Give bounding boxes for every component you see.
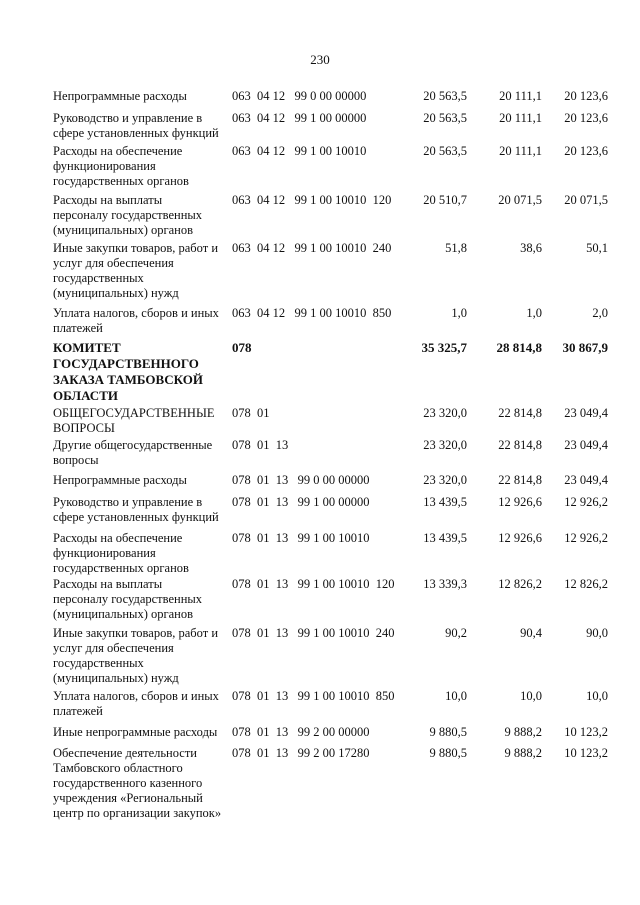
row-code: 078 01 <box>232 406 270 420</box>
row-value-2: 20 111,1 <box>499 89 542 103</box>
row-value-2: 12 926,6 <box>498 495 542 509</box>
row-value-1: 13 439,5 <box>423 531 467 545</box>
row-value-1: 1,0 <box>451 306 467 320</box>
row-code: 063 04 12 99 1 00 00000 <box>232 111 367 125</box>
row-name: Расходы на выплаты персоналу государственных (муниципальных) органов <box>53 193 203 237</box>
row-code: 063 04 12 99 1 00 10010 240 <box>232 241 392 255</box>
row-name: Другие общегосударственные вопросы <box>53 438 213 467</box>
row-value-2: 20 111,1 <box>499 144 542 158</box>
row-value-3: 23 049,4 <box>564 406 608 420</box>
row-value-3: 10 123,2 <box>564 746 608 760</box>
row-value-3: 90,0 <box>586 626 608 640</box>
row-value-3: 20 123,6 <box>564 89 608 103</box>
row-value-3: 30 867,9 <box>562 340 608 355</box>
row-value-1: 20 563,5 <box>423 111 467 125</box>
page-number: 230 <box>310 52 330 67</box>
row-code: 078 01 13 99 1 00 00000 <box>232 495 370 509</box>
row-value-2: 12 926,6 <box>498 531 542 545</box>
row-code: 063 04 12 99 1 00 10010 850 <box>232 306 392 320</box>
row-name: КОМИТЕТ ГОСУДАРСТВЕННОГО ЗАКАЗА ТАМБОВСКОЙ ОБЛАСТИ <box>53 340 203 403</box>
row-value-2: 38,6 <box>520 241 542 255</box>
row-name: Руководство и управление в сфере установленных функций <box>53 495 219 524</box>
row-value-1: 35 325,7 <box>421 340 467 355</box>
row-value-2: 28 814,8 <box>496 340 542 355</box>
row-name: Иные закупки товаров, работ и услуг для обеспечения государственных (муниципальных) нужд <box>53 626 219 685</box>
row-value-2: 22 814,8 <box>498 473 542 487</box>
row-value-1: 9 880,5 <box>429 746 467 760</box>
row-value-3: 23 049,4 <box>564 438 608 452</box>
row-code: 078 01 13 99 2 00 00000 <box>232 725 370 739</box>
row-code: 063 04 12 99 0 00 00000 <box>232 89 367 103</box>
row-value-2: 12 826,2 <box>498 577 542 591</box>
row-code: 078 01 13 99 2 00 17280 <box>232 746 370 760</box>
row-name: Расходы на обеспечение функционирования государственных органов <box>53 144 189 188</box>
row-value-1: 9 880,5 <box>429 725 467 739</box>
row-name: Расходы на обеспечение функционирования государственных органов <box>53 531 189 575</box>
row-name: Непрограммные расходы <box>53 89 187 103</box>
row-code: 078 01 13 99 1 00 10010 120 <box>232 577 395 591</box>
row-code: 063 04 12 99 1 00 10010 120 <box>232 193 392 207</box>
row-value-2: 9 888,2 <box>504 725 542 739</box>
row-name: Непрограммные расходы <box>53 473 187 487</box>
row-name: Уплата налогов, сборов и иных платежей <box>53 689 219 718</box>
row-name: Расходы на выплаты персоналу государственных (муниципальных) органов <box>53 577 203 621</box>
row-code: 078 01 13 <box>232 438 289 452</box>
row-value-2: 22 814,8 <box>498 406 542 420</box>
row-code: 078 01 13 99 1 00 10010 240 <box>232 626 395 640</box>
row-value-3: 23 049,4 <box>564 473 608 487</box>
row-code: 063 04 12 99 1 00 10010 <box>232 144 367 158</box>
row-name: Иные непрограммные расходы <box>53 725 218 739</box>
row-value-2: 10,0 <box>520 689 542 703</box>
row-code: 078 01 13 99 1 00 10010 <box>232 531 370 545</box>
row-name: ОБЩЕГОСУДАРСТВЕННЫЕ ВОПРОСЫ <box>53 406 215 435</box>
row-code: 078 <box>232 340 252 355</box>
row-value-1: 13 439,5 <box>423 495 467 509</box>
row-name: Иные закупки товаров, работ и услуг для обеспечения государственных (муниципальных) нужд <box>53 241 219 300</box>
row-value-1: 51,8 <box>445 241 467 255</box>
row-value-1: 13 339,3 <box>423 577 467 591</box>
row-value-3: 20 123,6 <box>564 111 608 125</box>
row-value-2: 90,4 <box>520 626 542 640</box>
row-value-3: 2,0 <box>592 306 608 320</box>
row-value-1: 23 320,0 <box>423 438 467 452</box>
row-value-3: 10,0 <box>586 689 608 703</box>
row-name: Уплата налогов, сборов и иных платежей <box>53 306 219 335</box>
row-value-1: 20 563,5 <box>423 89 467 103</box>
row-value-2: 20 071,5 <box>498 193 542 207</box>
row-code: 078 01 13 99 0 00 00000 <box>232 473 370 487</box>
row-value-2: 22 814,8 <box>498 438 542 452</box>
row-name: Руководство и управление в сфере установленных функций <box>53 111 219 140</box>
row-value-3: 10 123,2 <box>564 725 608 739</box>
row-value-2: 9 888,2 <box>504 746 542 760</box>
row-value-3: 12 926,2 <box>564 495 608 509</box>
row-value-1: 20 510,7 <box>423 193 467 207</box>
row-value-3: 12 826,2 <box>564 577 608 591</box>
row-value-2: 1,0 <box>526 306 542 320</box>
row-value-1: 10,0 <box>445 689 467 703</box>
row-value-3: 20 071,5 <box>564 193 608 207</box>
row-value-3: 50,1 <box>586 241 608 255</box>
row-name: Обеспечение деятельности Тамбовского областного государственного казенного учреждения «Региональный центр по организации закупок» <box>53 746 222 820</box>
row-value-3: 12 926,2 <box>564 531 608 545</box>
row-value-1: 90,2 <box>445 626 467 640</box>
row-value-1: 20 563,5 <box>423 144 467 158</box>
row-value-1: 23 320,0 <box>423 406 467 420</box>
row-value-3: 20 123,6 <box>564 144 608 158</box>
row-code: 078 01 13 99 1 00 10010 850 <box>232 689 395 703</box>
row-value-1: 23 320,0 <box>423 473 467 487</box>
row-value-2: 20 111,1 <box>499 111 542 125</box>
